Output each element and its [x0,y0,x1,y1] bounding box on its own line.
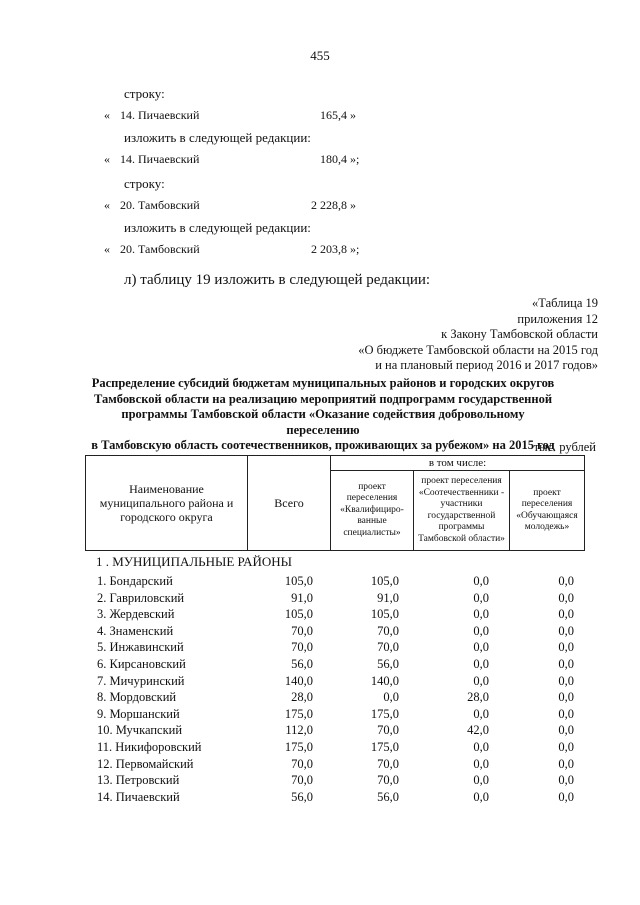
row-name: 9. Моршанский [97,706,180,721]
row-name: 3. Жердевский [97,607,175,622]
row-name: 14. Пичаевский [97,789,180,804]
unit-label: тыс. рублей [533,440,596,454]
table-row [0,690,640,707]
row-name: 7. Мичуринский [97,673,185,688]
row-compatriots: 0,0 [473,756,489,771]
table-row [0,640,640,657]
row-youth: 0,0 [558,706,574,721]
close-quote: » [350,108,356,122]
table-row [0,657,640,674]
row-qualified: 140,0 [370,673,399,688]
row-total: 70,0 [291,640,313,655]
row-compatriots: 0,0 [473,607,489,622]
open-quote: « [104,152,110,166]
row-name: 10. Мучкапский [97,723,183,738]
row-compatriots: 0,0 [473,656,489,671]
header-col-youth: проект переселения «Обучающаяся молодежь» [510,471,585,551]
header-name: Наименование муниципального района и городского округа [86,456,248,551]
row-youth: 0,0 [558,656,574,671]
row-total: 175,0 [284,739,313,754]
note-line: «О бюджете Тамбовской области на 2015 год [358,342,598,357]
row-qualified: 70,0 [377,723,399,738]
amend-value: 180,4 [320,152,347,166]
row-total: 56,0 [291,789,313,804]
note-line: приложения 12 [517,311,598,326]
row-qualified: 175,0 [370,706,399,721]
row-qualified: 70,0 [377,640,399,655]
row-qualified: 56,0 [377,789,399,804]
row-name: 5. Инжавинский [97,640,184,655]
row-total: 56,0 [291,656,313,671]
row-qualified: 175,0 [370,739,399,754]
district-name: 20. Тамбовский [120,198,200,212]
amend-value: 2 203,8 [311,242,347,256]
open-quote: « [104,242,110,256]
row-name: 1. Бондарский [97,574,173,588]
row-youth: 0,0 [558,690,574,705]
row-youth: 0,0 [558,623,574,638]
row-youth: 0,0 [558,789,574,804]
row-youth: 0,0 [558,673,574,688]
table-row [0,591,640,608]
title-line: Распределение субсидий бюджетам муниципальных районов и городских округов [91,376,555,390]
open-quote: « [104,198,110,212]
header-total: Всего [248,456,331,551]
table-row [0,773,640,790]
row-qualified: 91,0 [377,590,399,605]
row-name: 2. Гавриловский [97,590,185,605]
table-header [85,455,585,551]
row-compatriots: 0,0 [473,789,489,804]
header-group: в том числе: [331,456,585,471]
close-quote: »; [350,152,360,166]
table-row [0,707,640,724]
table-reference-note [358,296,598,374]
open-quote: « [104,108,110,122]
row-name: 6. Кирсановский [97,656,186,671]
amend-label: строку: [124,86,165,101]
row-compatriots: 0,0 [473,739,489,754]
amend-row [0,198,640,214]
row-compatriots: 0,0 [473,590,489,605]
row-total: 70,0 [291,756,313,771]
table-row [0,740,640,757]
header-col-compatriots: проект переселения «Соотечественники - участники государственной программы Тамбовской области» [414,471,510,551]
row-total: 105,0 [284,574,313,588]
title-line: Тамбовской области на реализацию мероприятий подпрограмм государственной [93,391,553,406]
intro-text: л) таблицу 19 изложить в следующей редакции: [124,272,431,288]
table-row [0,574,640,591]
row-youth: 0,0 [558,574,574,588]
row-qualified: 0,0 [383,690,399,705]
row-qualified: 105,0 [370,574,399,588]
row-total: 91,0 [291,590,313,605]
row-compatriots: 0,0 [473,574,489,588]
row-name: 11. Никифоровский [97,739,202,754]
amend-row [0,152,640,168]
table-title [86,376,560,454]
row-compatriots: 0,0 [473,706,489,721]
row-compatriots: 42,0 [467,723,489,738]
row-youth: 0,0 [558,607,574,622]
table-row [0,757,640,774]
district-name: 20. Тамбовский [120,242,200,256]
table-row [0,674,640,691]
row-total: 28,0 [291,690,313,705]
table-body [0,574,640,806]
district-name: 14. Пичаевский [120,108,200,122]
amend-row [0,108,640,124]
table-row [0,607,640,624]
row-qualified: 105,0 [370,607,399,622]
table-row [0,624,640,641]
row-compatriots: 0,0 [473,640,489,655]
amend-label: изложить в следующей редакции: [124,220,311,235]
district-name: 14. Пичаевский [120,152,200,166]
row-compatriots: 28,0 [467,690,489,705]
header-col-qualified: проект переселения «Квалифицированные специалисты» [331,471,414,551]
row-name: 13. Петровский [97,773,180,788]
note-line: и на плановый период 2016 и 2017 годов» [375,358,598,372]
section-heading: 1 . МУНИЦИПАЛЬНЫЕ РАЙОНЫ [96,554,292,569]
row-name: 4. Знаменский [97,623,174,638]
note-line: «Таблица 19 [532,296,598,310]
row-total: 112,0 [285,723,313,738]
row-qualified: 56,0 [377,656,399,671]
row-youth: 0,0 [558,590,574,605]
title-line: в Тамбовскую область соотечественников, проживающих за рубежом» на 2015 год [91,438,555,452]
close-quote: » [350,198,356,212]
amend-row [0,242,640,258]
row-name: 12. Первомайский [97,756,194,771]
row-youth: 0,0 [558,773,574,788]
row-compatriots: 0,0 [473,623,489,638]
table-row [0,790,640,807]
note-line: к Закону Тамбовской области [441,327,598,341]
row-qualified: 70,0 [377,773,399,788]
amend-label: изложить в следующей редакции: [124,130,311,145]
row-total: 105,0 [284,607,313,622]
row-name: 8. Мордовский [97,690,177,705]
page-number: 455 [310,48,330,63]
row-qualified: 70,0 [377,756,399,771]
row-youth: 0,0 [558,756,574,771]
row-youth: 0,0 [558,640,574,655]
close-quote: »; [350,242,360,256]
row-compatriots: 0,0 [473,773,489,788]
row-qualified: 70,0 [377,623,399,638]
amend-value: 2 228,8 [311,198,347,212]
title-line: программы Тамбовской области «Оказание содействия добровольному переселению [121,407,525,437]
row-total: 140,0 [284,673,313,688]
row-total: 175,0 [284,706,313,721]
row-total: 70,0 [291,623,313,638]
row-youth: 0,0 [558,739,574,754]
row-youth: 0,0 [558,723,574,738]
amend-value: 165,4 [320,108,347,122]
row-compatriots: 0,0 [473,673,489,688]
row-total: 70,0 [291,773,313,788]
table-row [0,723,640,740]
amend-label: строку: [124,176,165,191]
